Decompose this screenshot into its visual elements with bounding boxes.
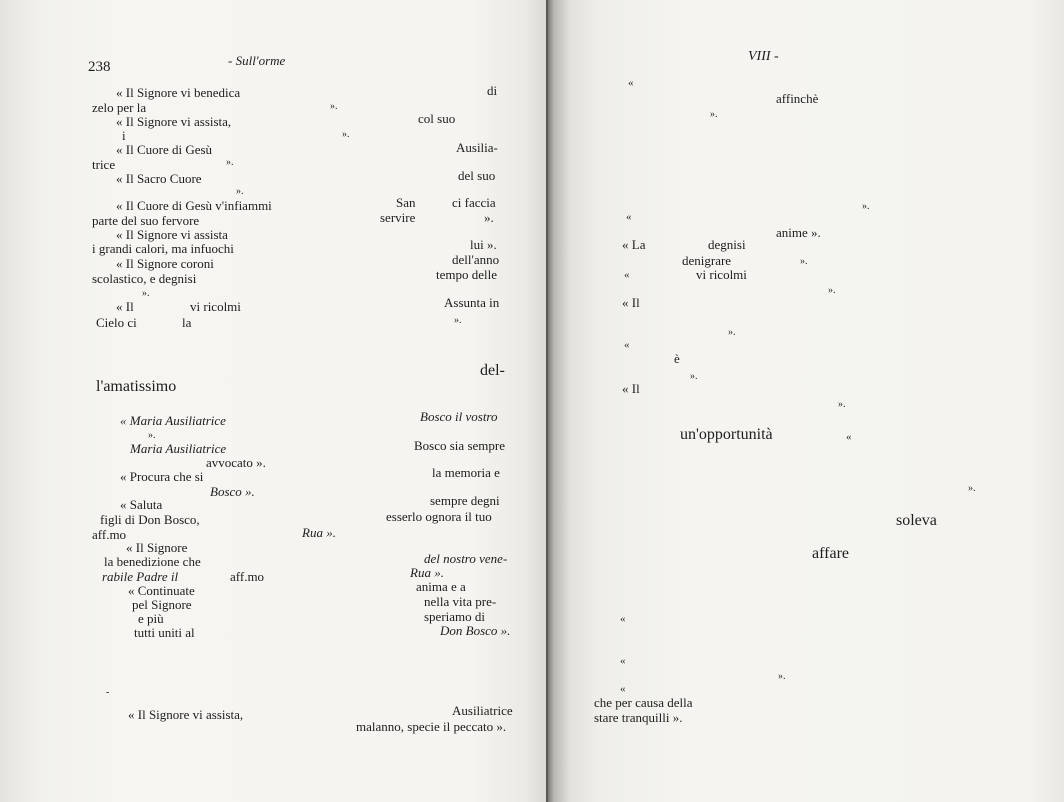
text-line: aff.mo [230,569,265,584]
text-line: Bosco ». [210,484,255,499]
text-line: ». [800,256,808,267]
page-number: 238 [88,59,111,75]
text-line: del- [480,362,505,379]
text-line: vi ricolmi [696,267,747,282]
text-line: ». [142,288,150,299]
text-line: di [487,83,498,98]
text-line: trice [92,157,116,172]
text-line: Rua ». [302,525,336,540]
text-line: ». [148,430,156,441]
text-line: ». [484,210,494,225]
text-line: « [846,431,852,443]
text-line: la benedizione che [104,554,201,569]
text-line: « Continuate [128,583,195,598]
text-line: Rua ». [410,565,444,580]
text-line: stare tranquilli ». [594,710,683,725]
text-line: Bosco il vostro [420,409,498,424]
text-line: « Saluta [120,497,163,512]
text-line: aff.mo [92,527,127,542]
text-line: nella vita pre- [424,594,497,609]
text-line: ». [778,671,786,682]
text-line: affinchè [776,91,819,106]
text-line: « [626,211,632,223]
text-line: ». [226,157,234,168]
text-line: Cielo ci [96,315,137,330]
text-line: « [628,77,634,89]
text-line: « Maria Ausiliatrice [120,413,226,428]
text-line: avvocato ». [206,455,266,470]
text-line: col suo [418,111,456,126]
text-line: « La [622,237,646,252]
text-line: e più [138,611,164,626]
text-line: figli di Don Bosco, [100,512,200,527]
text-line: Assunta in [444,295,500,310]
text-line: ». [828,285,836,296]
text-line: ». [838,399,846,410]
text-line: « Il Signore [126,540,188,555]
text-line: scolastico, e degnisi [92,271,197,286]
text-line: esserlo ognora il tuo [386,509,492,524]
text-line: « Il Signore vi assista [116,227,228,242]
text-line: « Il Sacro Cuore [116,171,202,186]
text-line: del nostro vene- [424,551,508,566]
running-header: VIII - [748,49,779,64]
text-line: l'amatissimo [96,378,177,395]
text-line: « [620,613,626,625]
text-line: anima e a [416,579,466,594]
text-line: la memoria e [432,465,500,480]
text-line: « Il [622,381,640,396]
text-line: « Il [622,295,640,310]
text-line: « Il Cuore di Gesù [116,142,213,157]
text-line: speriamo di [424,609,486,624]
text-line: tempo delle [436,267,498,282]
text-line: che per causa della [594,695,693,710]
text-line: dell'anno [452,252,500,267]
text-line: soleva [896,512,937,529]
text-line: ». [862,201,870,212]
text-line: malanno, specie il peccato ». [356,719,507,734]
text-line: - [106,687,110,698]
text-line: sempre degni [430,493,500,508]
text-line: ». [710,109,718,120]
running-header: - Sull'orme [228,53,286,68]
text-line: pel Signore [132,597,192,612]
text-line: Ausiliatrice [452,703,513,718]
text-line: « Il Signore vi assista, [116,114,232,129]
text-line: ci faccia [452,195,496,210]
text-line: « Il Signore vi assista, [128,707,244,722]
text-line: « [624,269,630,281]
text-line: ». [236,186,244,197]
text-line: affare [812,545,849,562]
text-line: i grandi calori, ma infuochi [92,241,234,256]
text-line: è [674,351,680,366]
text-line: « [620,683,626,695]
text-line: ». [454,315,462,326]
text-line: servire [380,210,416,225]
text-line: ». [690,371,698,382]
text-line: i [122,128,126,143]
text-line: del suo [458,168,496,183]
text-line: vi ricolmi [190,299,241,314]
text-line: Ausilia- [456,140,498,155]
text-line: « [620,655,626,667]
text-line: ». [342,129,350,140]
text-line: ». [330,101,338,112]
text-line: zelo per la [92,100,147,115]
text-line: Don Bosco ». [440,623,511,638]
text-line: « Procura che si [120,469,204,484]
text-line: « Il Signore vi benedica [116,85,241,100]
text-line: un'opportunità [680,426,773,443]
text-line: « Il [116,299,134,314]
text-line: parte del suo fervore [92,213,200,228]
text-line: ». [728,327,736,338]
right-page [548,0,1064,802]
text-line: Bosco sia sempre [414,438,505,453]
text-line: « [624,339,630,351]
text-line: tutti uniti al [134,625,195,640]
text-line: ». [968,483,976,494]
text-line: rabile Padre il [102,569,179,584]
text-line: lui ». [470,237,497,252]
text-line: degnisi [708,237,746,252]
text-line: anime ». [776,225,821,240]
text-line: la [182,315,192,330]
text-line: « Il Cuore di Gesù v'infiammi [116,198,272,213]
text-line: Maria Ausiliatrice [130,441,227,456]
text-line: « Il Signore coroni [116,256,214,271]
text-line: denigrare [682,253,732,268]
text-line: San [396,195,416,210]
